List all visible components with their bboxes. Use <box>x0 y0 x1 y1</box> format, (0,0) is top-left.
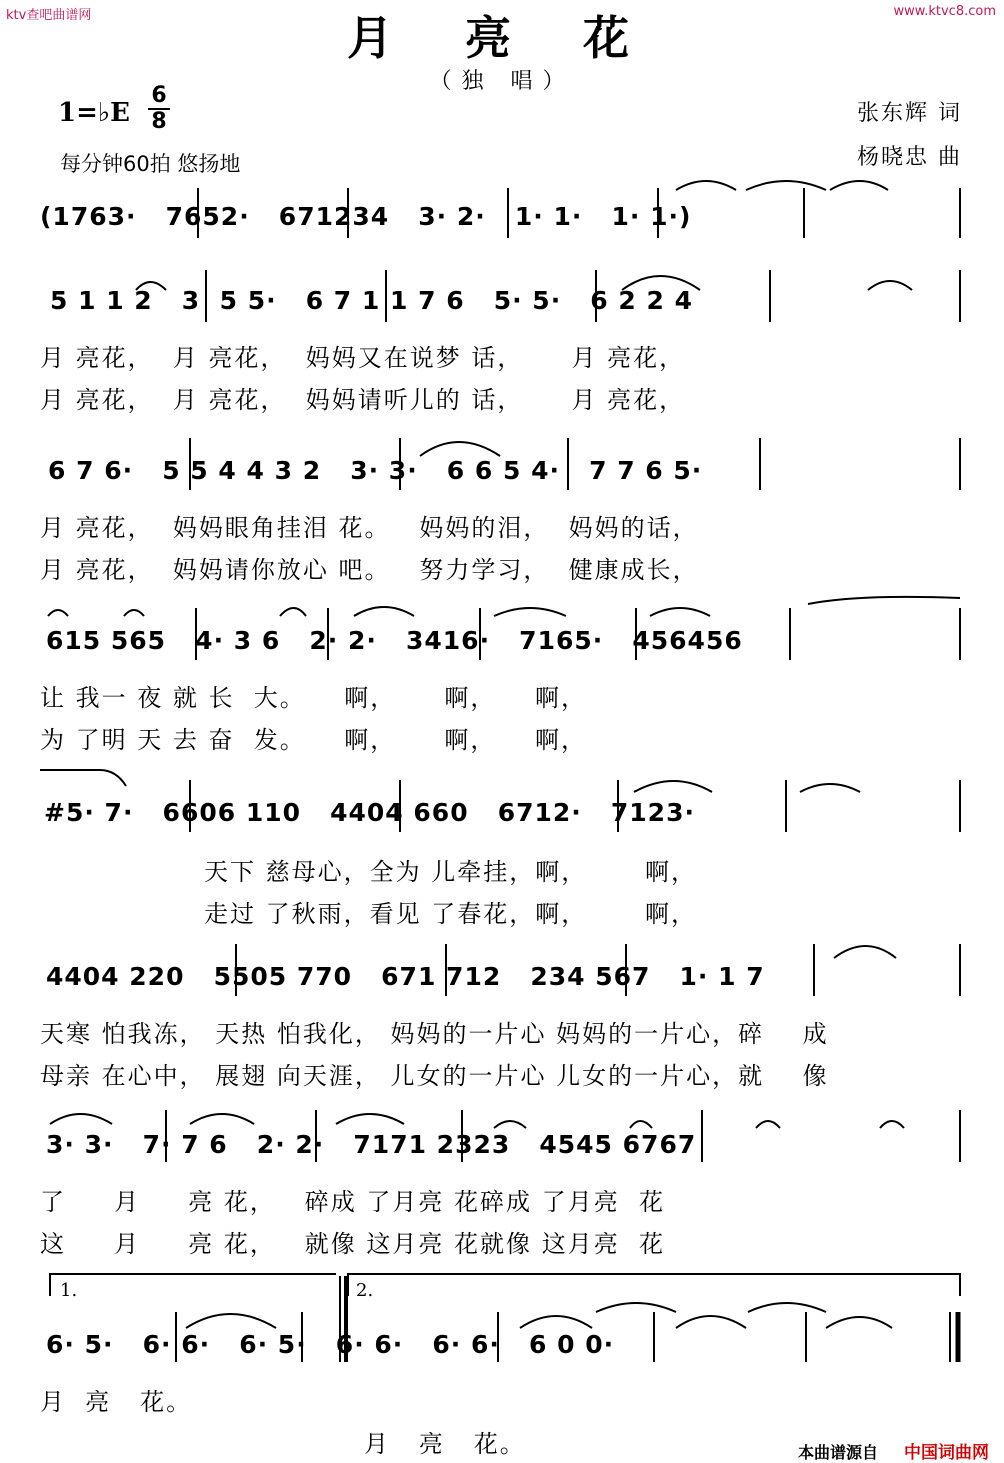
watermark-right: www.ktvc8.com <box>893 4 996 19</box>
notes-system-1: (1763· 7652· 671234 3· 2· 1· 1· 1· 1·) <box>40 202 692 231</box>
volta-2-label: 2. <box>356 1280 374 1301</box>
meter-bottom: 8 <box>148 108 170 134</box>
lyric-3-verse-1: 月 亮花， 妈妈眼角挂泪 花。 妈妈的泪， 妈妈的话， <box>40 514 699 542</box>
source-site: 中国词曲网 <box>904 1443 989 1463</box>
notes-system-2: 5 1 1 2 3 5 5· 6 7 1 1 7 6 5· 5· 6 2 2 4 <box>50 286 693 315</box>
watermark-left: ktv查吧曲谱网 <box>6 8 92 23</box>
lyric-8-ending-1: 月 亮 花。 <box>40 1388 193 1416</box>
notes-system-6: 4404 220 5505 770 671 712 234 567 1· 1 7 <box>46 962 765 991</box>
lyric-6-verse-2: 母亲 在心中， 展翅 向天涯， 儿女的一片心 儿女的一片心，就 像 <box>40 1062 829 1090</box>
lyric-2-verse-1: 月 亮花， 月 亮花， 妈妈又在说梦 话， 月 亮花， <box>40 344 686 372</box>
lyric-4-verse-1: 让 我一 夜 就 长 大。 啊， 啊， 啊， <box>40 684 587 712</box>
notes-system-5: #5· 7· 6606 110 4404 660 6712· 7123· <box>44 798 695 827</box>
song-subtitle: （独 唱） <box>429 69 575 94</box>
song-title: 月 亮 花 <box>346 11 658 65</box>
source-label: 本曲谱源自 <box>798 1443 879 1462</box>
notes-system-3: 6 7 6· 5 5 4 4 3 2 3· 3· 6 6 5 4· 7 7 6 5· <box>48 456 703 485</box>
notes-system-8: 6· 5· 6· 6· 6· 5· 6· 6· 6· 6· 6 0 0· <box>46 1330 615 1359</box>
tempo-marking: 每分钟60拍 悠扬地 <box>60 152 241 176</box>
lyric-2-verse-2: 月 亮花， 月 亮花， 妈妈请听儿的 话， 月 亮花， <box>40 386 686 414</box>
notes-system-7: 3· 3· 7· 7 6 2· 2· 7171 2323 4545 6767 <box>46 1130 697 1159</box>
lyric-6-verse-1: 天寒 怕我冻， 天热 怕我化， 妈妈的一片心 妈妈的一片心，碎 成 <box>40 1020 829 1048</box>
lyric-7-verse-2: 这 月 亮 花， 就像 这月亮 花就像 这月亮 花 <box>40 1230 665 1258</box>
lyric-3-verse-2: 月 亮花， 妈妈请你放心 吧。 努力学习， 健康成长， <box>40 556 699 584</box>
lyric-5-verse-1: 天下 慈母心，全为 儿牵挂，啊， 啊， <box>204 858 698 886</box>
lyric-8-ending-2: 月 亮 花。 <box>364 1430 526 1458</box>
lyric-5-verse-2: 走过 了秋雨，看见 了春花，啊， 啊， <box>204 900 698 928</box>
key-signature: 1=♭E <box>58 98 130 128</box>
notes-system-4: 615 565 4· 3 6 2· 2· 3416· 7165· 456456 <box>46 626 743 655</box>
meter-top: 6 <box>151 83 167 108</box>
lyricist-credit: 张东辉 词 <box>857 101 962 126</box>
lyric-4-verse-2: 为 了明 天 去 奋 发。 啊， 啊， 啊， <box>40 726 587 754</box>
time-signature <box>148 84 170 134</box>
volta-1-label: 1. <box>60 1280 78 1301</box>
lyric-7-verse-1: 了 月 亮 花， 碎成 了月亮 花碎成 了月亮 花 <box>40 1188 665 1216</box>
composer-credit: 杨晓忠 曲 <box>857 145 962 170</box>
